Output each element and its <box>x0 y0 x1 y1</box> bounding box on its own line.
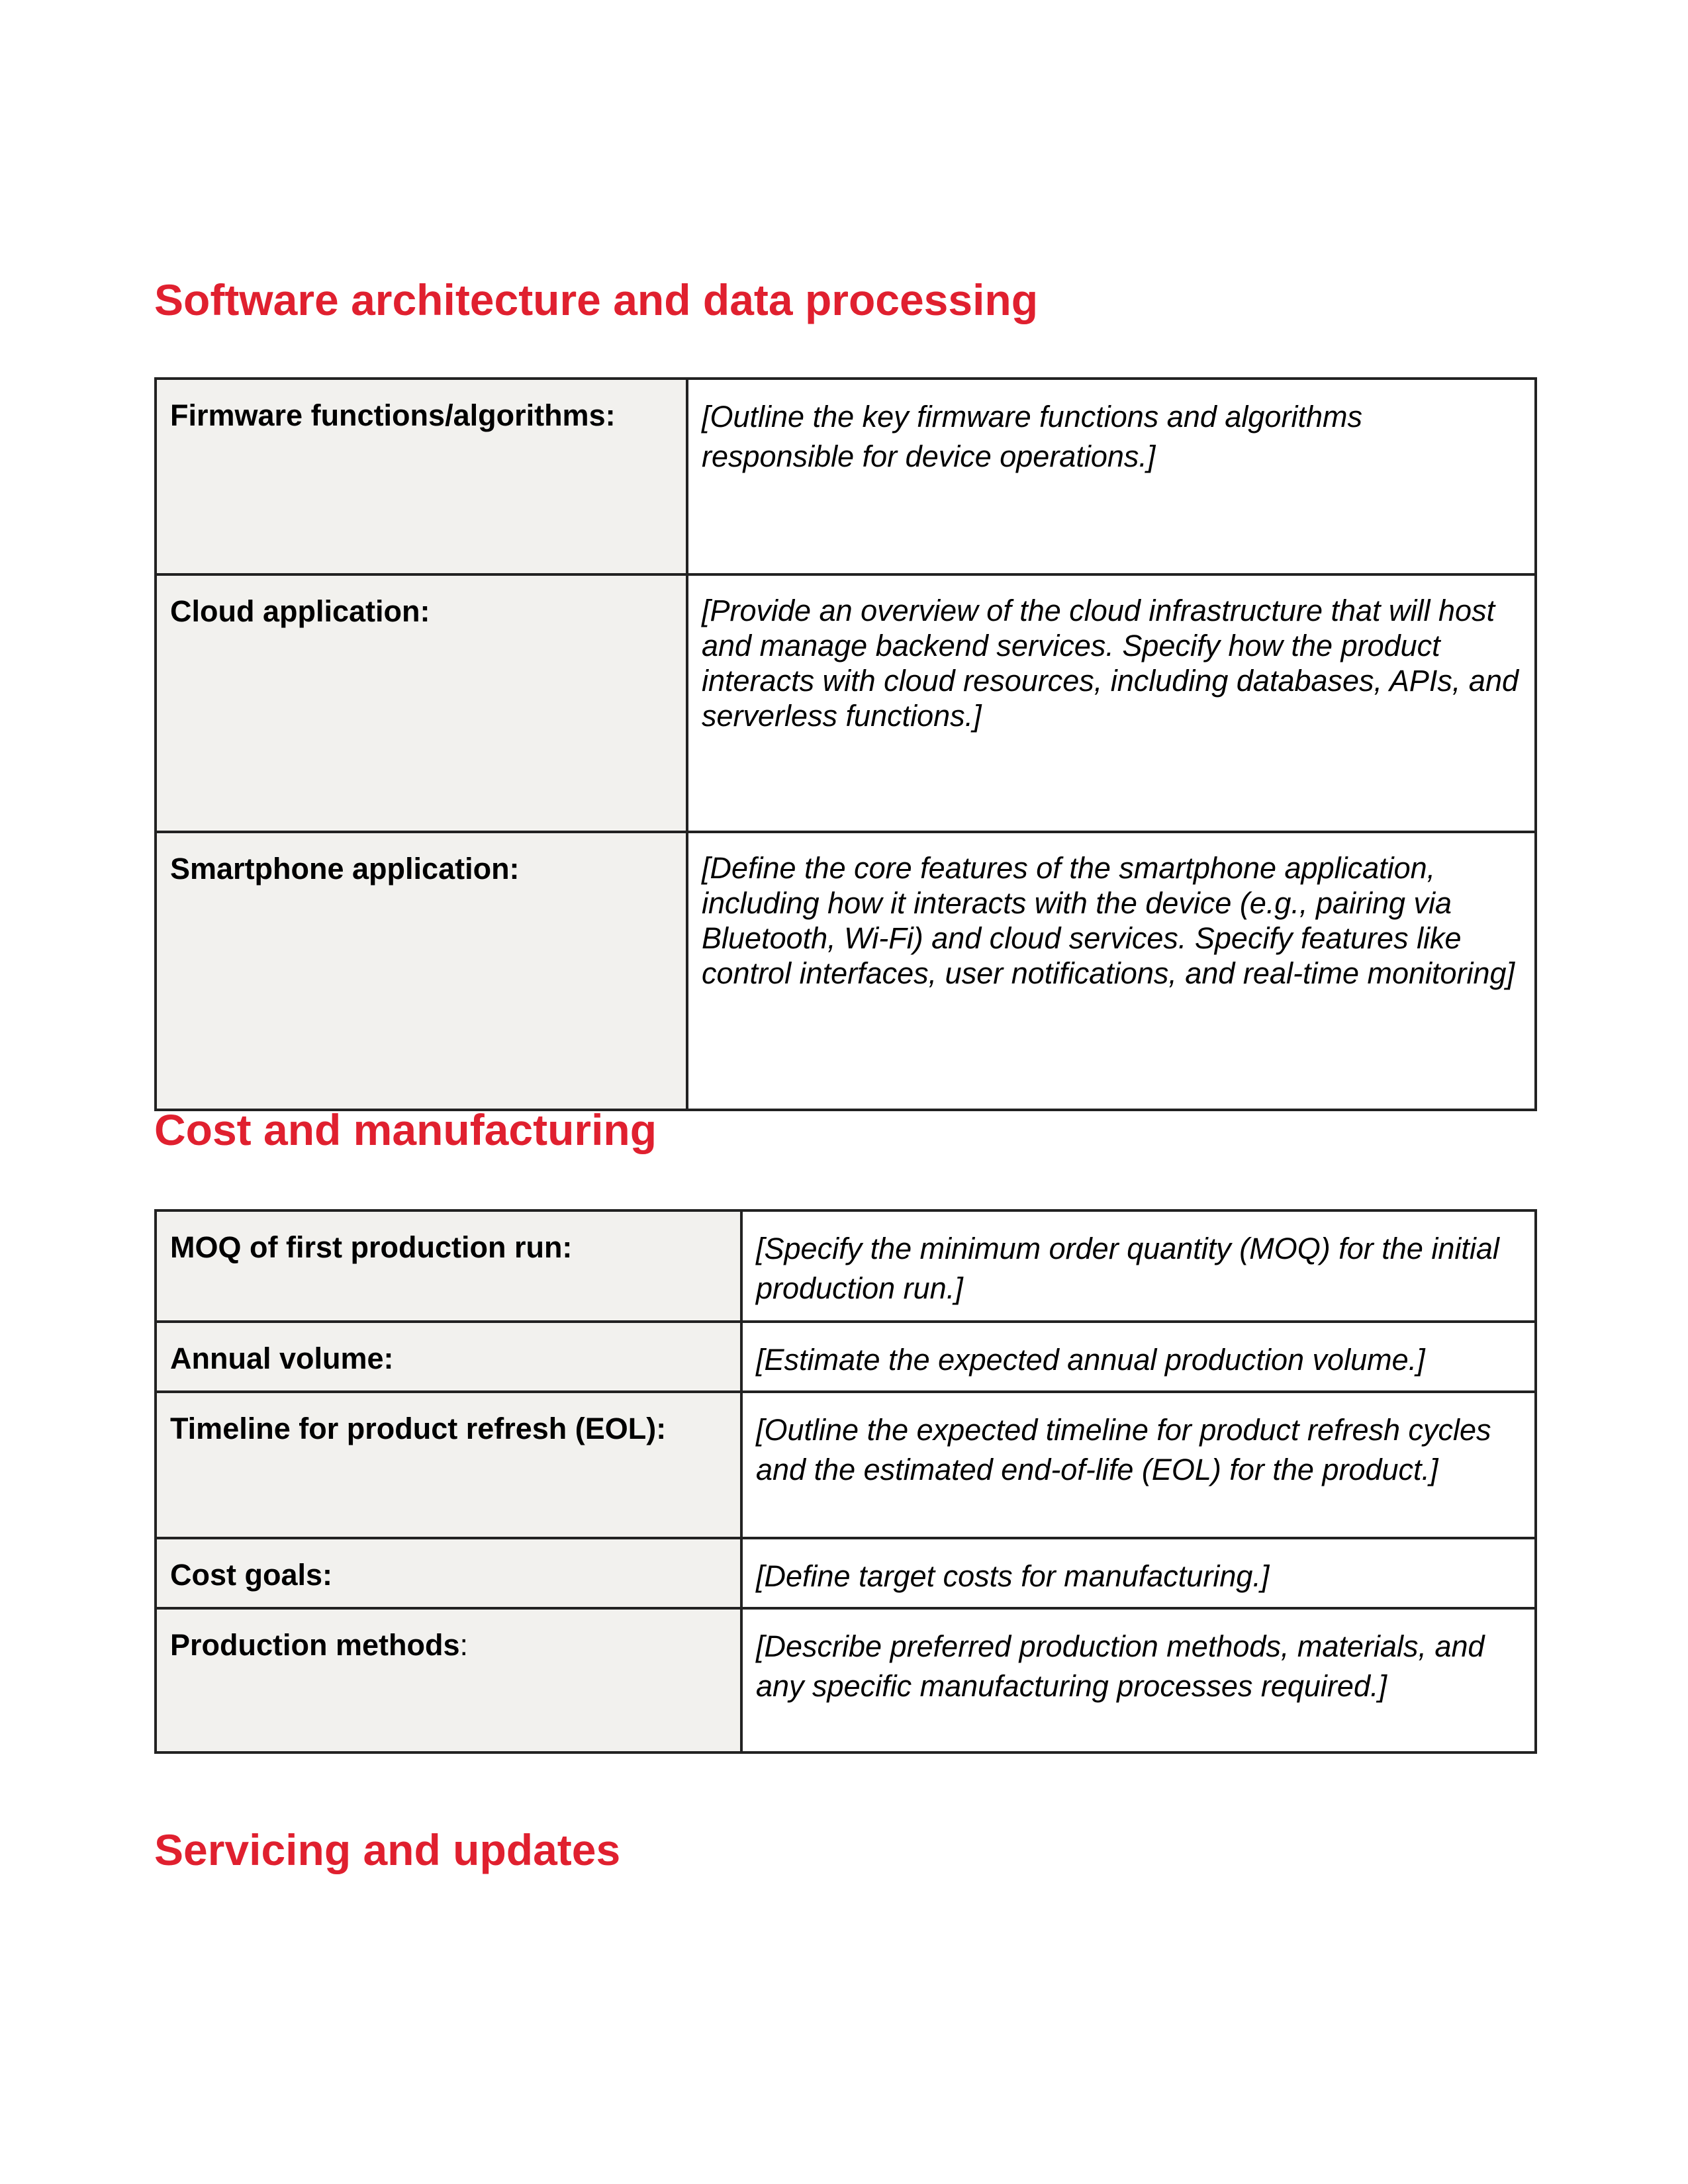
row-value: [Estimate the expected annual production volume.] <box>741 1322 1536 1392</box>
table-row <box>156 379 1536 574</box>
row-label: Cloud application: <box>156 574 687 832</box>
row-label: Firmware functions/algorithms: <box>156 379 687 574</box>
table-row <box>156 1538 1536 1608</box>
table-row <box>156 832 1536 1110</box>
software-architecture-table <box>154 377 1537 1111</box>
table-row <box>156 1322 1536 1392</box>
table-row <box>156 574 1536 832</box>
row-value: [Describe preferred production methods, materials, and any specific manufacturing processes required.] <box>741 1608 1536 1752</box>
row-value: [Define the core features of the smartphone application, including how it interacts with the device (e.g., pairing via Bluetooth, Wi-Fi) and cloud services. Specify features like control interfaces, user notifications, and real-time monitoring] <box>687 832 1536 1110</box>
row-label-suffix: : <box>459 1628 469 1662</box>
table-row <box>156 1210 1536 1322</box>
table-row <box>156 1392 1536 1538</box>
row-label: Timeline for product refresh (EOL): <box>156 1392 741 1538</box>
row-label: Smartphone application: <box>156 832 687 1110</box>
cost-manufacturing-table <box>154 1209 1537 1754</box>
row-value: [Define target costs for manufacturing.] <box>741 1538 1536 1608</box>
row-value: [Provide an overview of the cloud infrastructure that will host and manage backend services. Specify how the product interacts with cloud resources, including databases, APIs, and serverless functions.] <box>687 574 1536 832</box>
row-label: Production methods <box>170 1628 460 1662</box>
row-label-cell <box>156 1608 741 1752</box>
row-value: [Outline the key firmware functions and algorithms responsible for device operations.] <box>687 379 1536 574</box>
table-row <box>156 1608 1536 1752</box>
row-label: MOQ of first production run: <box>156 1210 741 1322</box>
row-value: [Specify the minimum order quantity (MOQ) for the initial production run.] <box>741 1210 1536 1322</box>
section-heading-software: Software architecture and data processing <box>154 275 1039 324</box>
row-label: Annual volume: <box>156 1322 741 1392</box>
section-heading-cost: Cost and manufacturing <box>154 1105 657 1154</box>
row-value: [Outline the expected timeline for product refresh cycles and the estimated end-of-life (EOL) for the product.] <box>741 1392 1536 1538</box>
section-heading-servicing: Servicing and updates <box>154 1825 621 1874</box>
row-label: Cost goals: <box>156 1538 741 1608</box>
